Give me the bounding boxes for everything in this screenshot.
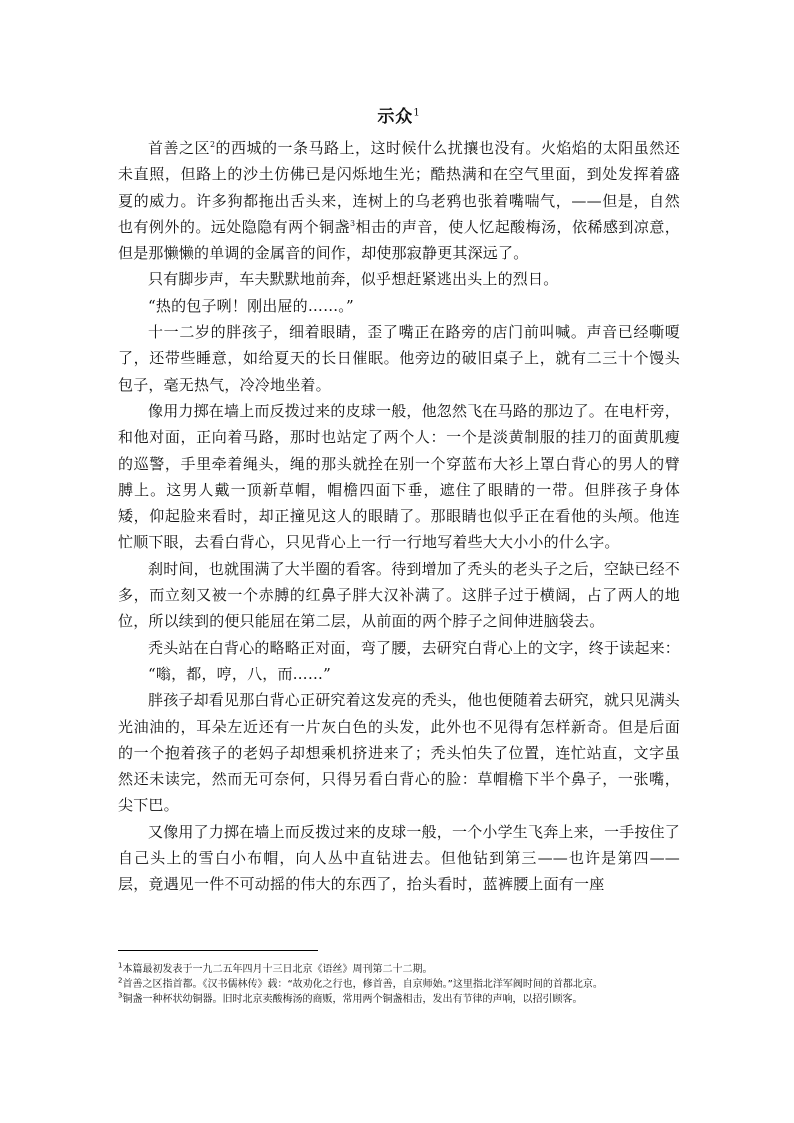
paragraph: 又像用了力掷在墙上而反拨过来的皮球一般，一个小学生飞奔上来，一手按住了自己头上的雪白小布帽，向人丛中直钻进去。但他钻到第三——也许是第四——层，竟遇见一件不可动摇的伟大的东西了，抬头看时，蓝裤腰上面有一座	[118, 822, 681, 894]
paragraph: “嗡，都，哼，八，而……”	[148, 664, 331, 683]
footnote-ref: 2	[209, 140, 216, 149]
footnote-number: 1	[118, 961, 123, 970]
footnote: $^3$铜盏一种杯状幼铜器。旧时北京卖酸梅汤的商贩，常用两个铜盏相击，发出有节律的声响，以招引顾客。	[118, 991, 583, 1005]
document-page	[118, 96, 680, 898]
paragraph: “热的包子咧！刚出屉的……。”	[148, 296, 354, 315]
footnotes	[118, 962, 680, 1007]
footnote-number: 2	[118, 976, 123, 985]
paragraph: 胖孩子却看见那白背心正研究着这发亮的秃头，他也便随着去研究，就只见满头光油油的，耳朵左近还有一片灰白色的头发，此外也不见得有怎样新奇。但是后面的一个抱着孩子的老妈子却想乘机挤进来了；秃头怕失了位置，连忙站直，文字虽然还未读完，然而无可奈何，只得另看白背心的脸：草帽檐下半个鼻子，一张嘴，尖下巴。	[118, 691, 681, 815]
footnote-ref: 3	[349, 218, 356, 228]
paragraph: 秃头站在白背心的略略正对面，弯了腰，去研究白背心上的文字，终于读起来：	[148, 638, 681, 657]
article-body	[118, 135, 680, 898]
paragraph: 像用力掷在墙上而反拨过来的皮球一般，他忽然飞在马路的那边了。在电杆旁，和他对面，正向着马路，那时也站定了两个人：一个是淡黄制服的挂刀的面黄肌瘦的巡警，手里牵着绳头，绳的那头就拴在别一个穿蓝布大衫上罩白背心的男人的臂膊上。这男人戴一顶新草帽，帽檐四面下垂，遮住了眼睛的一带。但胖孩子身体矮，仰起脸来看时，却正撞见这人的眼睛了。那眼睛也似乎正在看他的头颅。他连忙顺下眼，去看白背心，只见背心上一行一行地写着些大大小小的什么字。	[118, 401, 681, 552]
page-title: 示众$^1$	[377, 107, 421, 127]
footnote-divider	[118, 950, 318, 951]
footnote: $^2$首善之区指首都。《汉书儒林传》载：“故劝化之行也，修首善，自京师始。”这里指北洋军阀时间的首都北京。	[118, 976, 603, 990]
paragraph: 只有脚步声，车夫默默地前奔，似乎想赶紧逃出头上的烈日。	[148, 270, 559, 289]
paragraph: 十一二岁的胖孩子，细着眼睛，歪了嘴正在路旁的店门前叫喊。声音已经嘶嗄了，还带些睡意，如给夏天的长日催眠。他旁边的破旧桌子上，就有二三十个馒头包子，毫无热气，冷冷地坐着。	[118, 323, 680, 394]
footnote-ref: 1	[413, 107, 421, 119]
paragraph: 刹时间，也就围满了大半圈的看客。待到增加了秃头的老头子之后，空缺已经不多，而立刻又被一个赤膊的红鼻子胖大汉补满了。这胖子过于横阔，占了两人的地位，所以续到的便只能屈在第二层，从前面的两个脖子之间伸进脑袋去。	[118, 559, 681, 631]
footnote-number: 3	[118, 991, 123, 1000]
footnote: $^1$本篇最初发表于一九二五年四月十三日北京《语丝》周刊第二十二期。	[118, 961, 433, 975]
paragraph: 首善之区$^2$的西城的一条马路上，这时候什么扰攘也没有。火焰焰的太阳虽然还未直照，但路上的沙土仿佛已是闪烁地生光；酷热满和在空气里面，到处发挥着盛夏的威力。许多狗都拖出舌头来，连树上的乌老鸦也张着嘴喘气，——但是，自然也有例外的。远处隐隐有两个铜盏$^3$相击的声音，使人忆起酸梅汤，依稀感到凉意，但是那懒懒的单调的金属音的间作，却使那寂静更其深远了。	[118, 139, 681, 263]
